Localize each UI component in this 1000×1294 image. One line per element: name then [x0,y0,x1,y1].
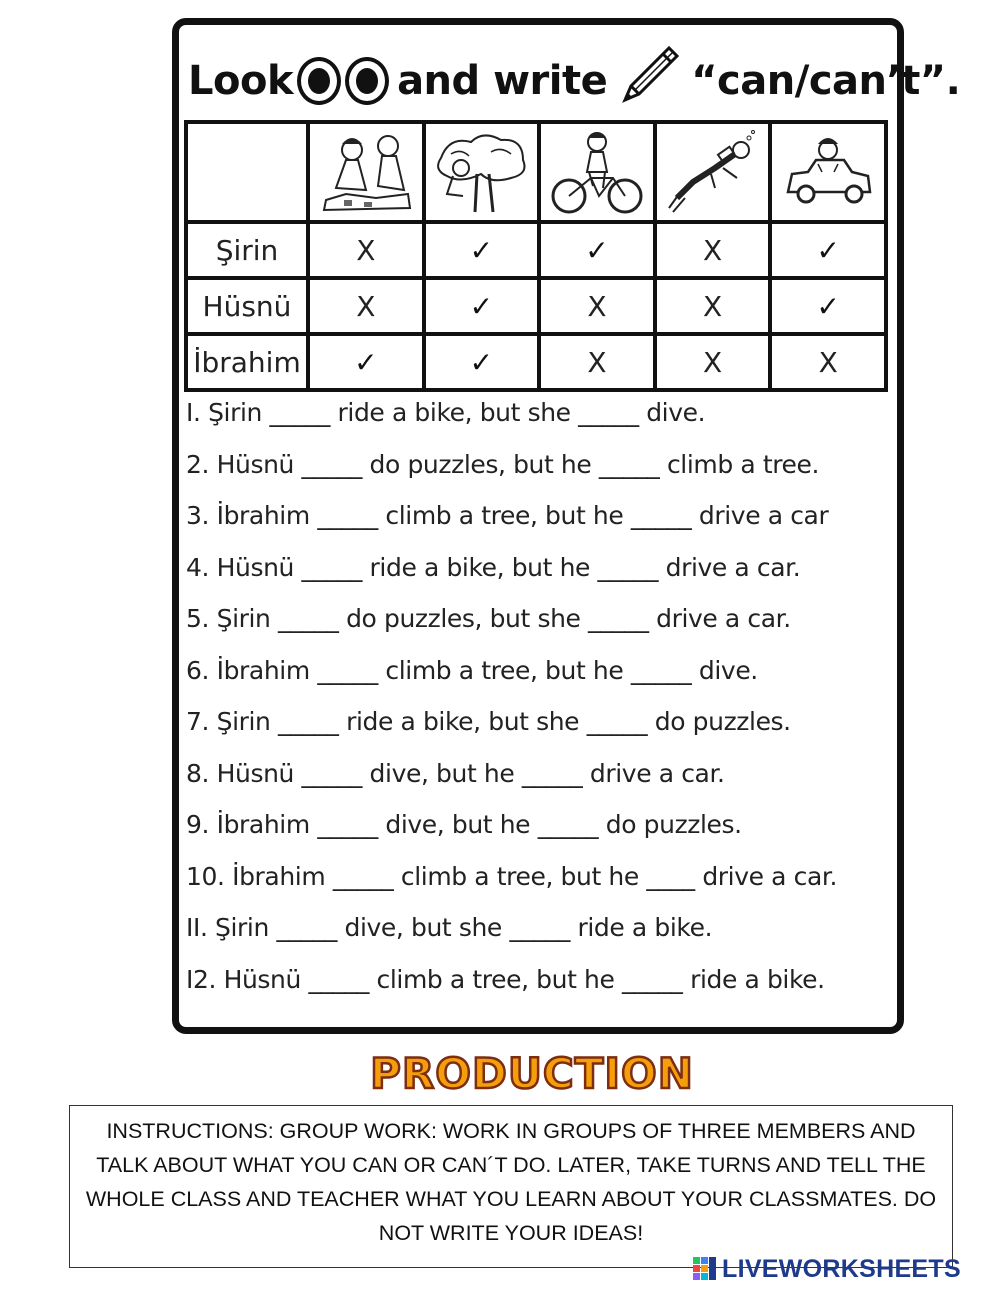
mark-cell: ✓ [308,334,424,390]
empty-corner-cell [186,122,308,222]
sentence-item: 3. İbrahim _____ climb a tree, but he _____ drive a car [186,501,829,530]
picture-row [186,122,886,222]
sentence-item: 4. Hüsnü _____ ride a bike, but he _____ drive a car. [186,552,801,582]
mark-cell: X [655,334,771,390]
ability-table [184,120,888,392]
mark-cell: ✓ [424,334,540,390]
bike-picture [539,122,655,222]
sentence-list [186,392,898,1010]
sentence-item: 2. Hüsnü _____ do puzzles, but he _____ climb a tree. [186,449,820,479]
title-look: Look [188,58,294,104]
mark-cell: ✓ [539,222,655,278]
eyes-icon [297,57,389,105]
car-picture [770,122,886,222]
sentence-item: 8. Hüsnü _____ dive, but he _____ drive a car. [186,758,725,788]
mark-cell: X [308,278,424,334]
pencil-icon [617,44,681,118]
table-row [186,222,886,278]
sentence-item: 5. Şirin _____ do puzzles, but she _____ drive a car. [186,604,791,633]
sentence-item: II. Şirin _____ dive, but she _____ ride a bike. [186,913,713,942]
sentence-item: I. Şirin _____ ride a bike, but she _____ dive. [186,398,706,427]
mark-cell: X [308,222,424,278]
diver-picture [655,122,771,222]
table-row [186,334,886,390]
sentence-item: 10. İbrahim _____ climb a tree, but he ____ drive a car. [186,861,838,891]
puzzle-picture [308,122,424,222]
liveworksheets-logo [692,1254,961,1284]
mark-cell: ✓ [424,278,540,334]
mark-cell: ✓ [424,222,540,278]
instructions-box [69,1105,953,1268]
sentence-item: 9. İbrahim _____ dive, but he _____ do puzzles. [186,810,742,839]
mark-cell: X [655,278,771,334]
liveworksheets-icon [692,1256,718,1282]
title-can-cant: “can/can’t”. [691,58,961,104]
title-and-write: and write [397,58,608,104]
mark-cell: X [539,278,655,334]
sentence-item: 7. Şirin _____ ride a bike, but she _____ do puzzles. [186,707,791,736]
brand-text: LIVEWORKSHEETS [722,1254,961,1283]
student-name: Hüsnü [186,278,308,334]
sentence-item: 6. İbrahim _____ climb a tree, but he _____ dive. [186,655,758,685]
production-heading [0,1046,1000,1096]
mark-cell: ✓ [770,278,886,334]
student-name: İbrahim [186,334,308,390]
instructions-text: INSTRUCTIONS: GROUP WORK: WORK IN GROUPS OF THREE MEMBERS AND TALK ABOUT WHAT YOU CAN OR CAN´T DO. LATER, TAKE TURNS AND TELL THE WHOLE CLASS AND TEACHER WHAT YOU LEARN ABOUT YOUR CLASSMATES. DO NOT WRITE YOUR IDEAS! [85,1119,937,1245]
sentence-item: I2. Hüsnü _____ climb a tree, but he _____ ride a bike. [186,964,825,994]
production-text: PRODUCTION [370,1049,694,1096]
mark-cell: X [539,334,655,390]
mark-cell: ✓ [770,222,886,278]
tree-picture [424,122,540,222]
worksheet-title [188,46,961,116]
mark-cell: X [770,334,886,390]
table-row [186,278,886,334]
mark-cell: X [655,222,771,278]
student-name: Şirin [186,222,308,278]
